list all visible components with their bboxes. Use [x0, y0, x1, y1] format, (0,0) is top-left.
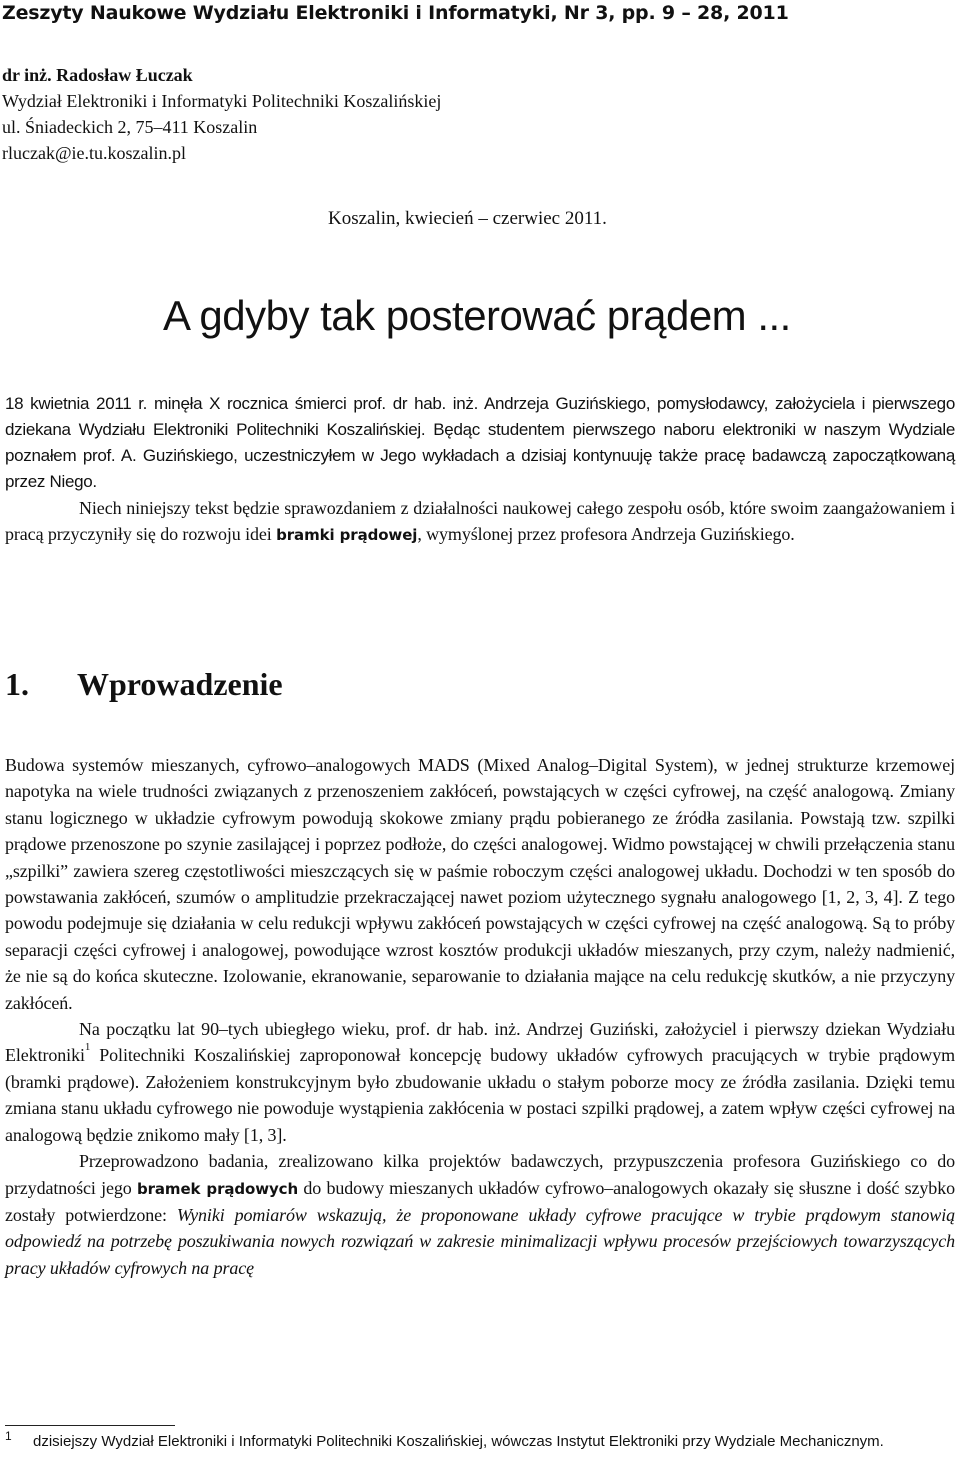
intro-p2-bold: bramki prądowej — [276, 526, 418, 544]
place-date: Koszalin, kwiecień – czerwiec 2011. — [328, 208, 607, 229]
footnote-text: dzisiejszy Wydział Elektroniki i Informatyki Politechniki Koszalińskiej, wówczas Instytut Elektroniki przy Wydziale Mechanicznym. — [33, 1433, 884, 1450]
body-paragraph-1: Budowa systemów mieszanych, cyfrowo–analogowych MADS (Mixed Analog–Digital System), w jednej strukturze krzemowej napotyka na wiele trudności związanych z przenoszeniem zakłóceń, powstających w części cyfrowej, na część analogową. Zmiany stanu logicznego w układzie cyfrowym powodują skokowe zmiany prądu pobieranego ze źródła zasilania. Powstają tzw. szpilki prądowe przenoszone po szynie zasilającej i poprzez podłoże, do części analogowej. Widmo powstającej w chwili przełączenia stanu „szpilki” zawiera szereg częstotliwości mieszczących się w paśmie roboczym części analogowej układu. Dochodzi w ten sposób do powstawania zakłóceń, szumów o amplitudzie przekraczającej nawet poziom użytecznego sygnału analogowego [1, 2, 3, 4]. Z tego powodu podejmuje się działania w celu redukcji wpływu zakłóceń powstających w części cyfrowej na część analogową. Są to próby separacji części cyfrowej i analogowej, powodujące wzrost kosztów produkcji układów mieszanych, przy czym, należy nadmienić, że nie są do końca skuteczne. Izolowanie, ekranowanie, separowanie to działania mające na celu redukcję skutków, a nie przyczyny zakłóceń. — [5, 755, 955, 1013]
body-p3-mid: do budowy mieszanych układów cyfrowo–analogowych okazały się słuszne i dość szybko zostały potwierdzone: — [5, 1177, 955, 1225]
intro-block — [5, 391, 955, 548]
footnote-mark: 1 — [5, 1429, 12, 1443]
body-text — [5, 752, 955, 1281]
author-affiliation: Wydział Elektroniki i Informatyki Politechniki Koszalińskiej — [2, 91, 442, 111]
section-title: Wprowadzenie — [77, 666, 283, 702]
body-p3-start: Przeprowadzono badania, zrealizowano kilka projektów badawczych, przypuszczenia profesora Guzińskiego co do przydatności jego — [5, 1151, 955, 1198]
author-email: rluczak@ie.tu.koszalin.pl — [2, 143, 187, 163]
section-number: 1. — [5, 666, 29, 702]
body-paragraph-2 — [5, 1016, 955, 1148]
body-paragraph-3 — [5, 1148, 955, 1281]
footnote — [5, 1429, 955, 1452]
journal-header: Zeszyty Naukowe Wydziału Elektroniki i Informatyki, Nr 3, pp. 9 – 28, 2011 — [2, 2, 789, 24]
intro-p2-end: , wymyślonej przez profesora Andrzeja Guzińskiego. — [417, 524, 795, 544]
author-name: dr inż. Radosław Łuczak — [2, 65, 193, 85]
body-p2-end: Politechniki Koszalińskiej zaproponował koncepcję budowy układów cyfrowych pracujących w trybie prądowym (bramki prądowe). Założeniem konstrukcyjnym było zbudowanie układu o stałym poborze mocy ze źródła zasilania. Dzięki temu zmiana stanu układu cyfrowego nie powoduje wystąpienia zakłócenia w postaci szpilki prądowej, a zatem wpływ części cyfrowej na analogową będzie znikomo mały [1, 3]. — [5, 1045, 955, 1145]
footnote-reference: 1 — [84, 1041, 91, 1054]
body-p3-italic: Wyniki pomiarów wskazują, że proponowane układy cyfrowe pracujące w trybie prądowym stanowią odpowiedź na potrzebę poszukiwania nowych rozwiązań w zakresie minimalizacji wpływu procesów przejściowych towarzyszących pracy układów cyfrowych na pracę — [5, 1204, 955, 1278]
footnote-divider — [5, 1425, 175, 1426]
author-address: ul. Śniadeckich 2, 75–411 Koszalin — [2, 117, 258, 137]
body-p3-bold: bramek prądowych — [136, 1179, 299, 1198]
intro-paragraph-2 — [5, 495, 955, 548]
author-block — [2, 62, 902, 166]
intro-paragraph-1: 18 kwietnia 2011 r. minęła X rocznica śmierci prof. dr hab. inż. Andrzeja Guzińskiego, pomysłodawcy, założyciela i pierwszego dziekana Wydziału Elektroniki Politechniki Koszalińskiej. Będąc studentem pierwszego naboru elektroniki w naszym Wydziale poznałem prof. A. Guzińskiego, uczestniczyłem w Jego wykładach a dzisiaj kontynuuję także pracę badawczą zapoczątkowaną przez Niego. — [5, 394, 955, 491]
section-heading — [5, 666, 283, 703]
article-title: A gdyby tak posterować prądem ... — [163, 292, 791, 339]
intro-p2-start: Niech niniejszy tekst będzie sprawozdaniem z działalności naukowej całego zespołu osób, które swoim zaangażowaniem i pracą przyczyniły się do rozwoju idei — [5, 498, 955, 544]
body-p2-start: Na początku lat 90–tych ubiegłego wieku, prof. dr hab. inż. Andrzej Guziński, założyciel i pierwszy dziekan Wydziału Elektroniki — [5, 1019, 955, 1066]
